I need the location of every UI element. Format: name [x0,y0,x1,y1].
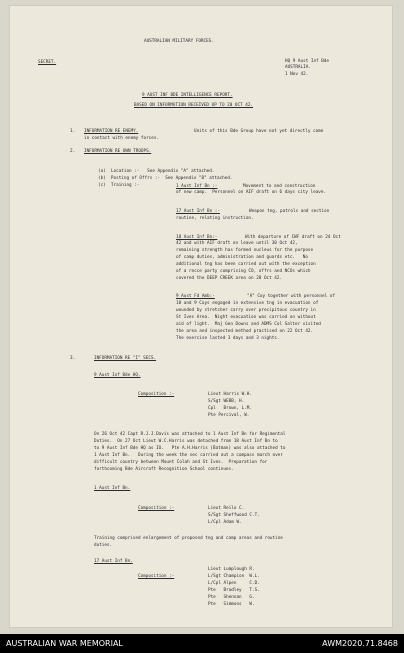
composition-label: Composition :- [138,506,175,511]
training-3-text: additional tng has been carried out with the exception [176,262,316,267]
composition-entry: Pte Percival, W. [208,413,250,418]
composition-entry: Pte Shennan G. [208,595,255,600]
section-3-number: 3. [70,356,76,361]
training-4-text: wounded by stretcher carry over precipitous country in [176,308,316,313]
training-4-text: 18 and 9 Coys engaged in extensive tng in evacuation of [176,301,319,306]
footer-institution: AUSTRALIAN WAR MEMORIAL [6,639,123,648]
document-page [10,6,392,627]
paragraph-line: Duties. On 27 Oct Lieut W.C.Harris was detached from 18 Aust Inf Bn to [94,439,278,444]
paragraph-line: difficult country between Mount Colah and St Ives. Preparation for [94,460,268,465]
training-4-text: aid of light. Maj Gen Downs and ADMS Col Salter visited [176,322,321,327]
training-2-text: routine, relating instruction. [176,216,254,221]
training-1-text: Movement to and construction [243,184,316,189]
composition-entry: Lieut Lumplough R. [208,567,255,572]
header-title: AUSTRALIAN MILITARY FORCES. [144,39,214,44]
section-2-number: 2. [70,149,76,154]
paragraph-line: to 9 Aust Inf Bde HQ as IO. Pte A.H.Harris (Batman) was also attached to [94,446,286,451]
training-4-text: The exercise lasted 3 days and 3 nights. [176,336,280,341]
paragraph-line: 1 Aust Inf Bn. During the week the sec carried out a compass march over [94,453,283,458]
paragraph-line: duties. [94,543,113,548]
training-3-text: With departure of CWF draft on 24 Oct [245,235,341,240]
section-1-text: Units of this Bde Group have not yet directly come [194,129,324,134]
section-3-heading: INFORMATION RE "I" SECS. [94,356,157,361]
hq-line: HQ 9 Aust Inf Bde [285,59,329,64]
training-4-text: "A" Coy together with personnel of [247,294,335,299]
training-4-text: St Ives Area. Night evacuation was carried on without [176,315,316,320]
section-2-heading: INFORMATION RE OWN TROOPS. [84,149,152,154]
composition-entry: S/Sgt WEBB, H. [208,399,245,404]
training-3-text: of a recce party comprising CO, offrs and NCOs which [176,269,311,274]
paragraph-line: forthcoming Bde Aircraft Recognition School continues. [94,467,234,472]
training-4-text: the area and inspected method practised on 22 Oct 42. [176,329,314,334]
training-3-text: covered the DEEP CREEK area on 28 Oct 42. [176,276,283,281]
paragraph-line: On 26 Oct 42 Capt R.J.J.Davis was attached to 1 Aust Inf Bn for Regimental [94,432,286,437]
item-c: (c) Training :- [98,183,140,188]
section-heading: 9 Aust Inf Bde HQ. [94,373,141,378]
report-title: 9 AUST INF BDE INTELLIGENCE REPORT. [142,93,233,98]
section-1-number: 1. [70,129,76,134]
section-heading: 1 Aust Inf Bn. [94,486,131,491]
training-3-text: of camp duties, administration and guards etc. No [176,255,308,260]
composition-label: Composition :- [138,392,175,397]
composition-entry: Pte Bradley T.S. [208,588,260,593]
composition-label: Composition :- [138,574,175,579]
section-1-heading: INFORMATION RE ENEMY. [84,129,139,134]
secret-marking: SECRET. [38,60,57,65]
training-3-text: 42 and with AIF draft on leave until 30 Oct 42, [176,241,298,246]
section-heading: 17 Aust Inf Bn. [94,559,133,564]
item-a: (a) Location :- See Appendix "A" attached. [98,169,215,174]
report-subtitle: BASED ON INFORMATION RECEIVED UP TO 20 OCT 42. [134,103,253,108]
training-2-heading: 17 Aust Inf Bn :- [176,209,220,214]
composition-entry: L/Cpl Alpen C.D. [208,581,260,586]
training-3-heading: 18 Aust Inf Bn:- [176,235,218,240]
composition-entry: Pte Simmons W. [208,602,255,607]
archive-footer [0,634,404,653]
training-1-heading: 1 Aust Inf Bn :- [176,184,218,189]
section-1-text: in contact with enemy forces. [84,136,160,141]
composition-entry: L/Cpl Adam W. [208,520,242,525]
composition-entry: Lieut Reilo C. [208,506,245,511]
footer-accession-number: AWM2020.71.8468 [322,639,398,648]
date-line: 1 Nov 42. [285,72,309,77]
paragraph-line: Training comprised enlargement of proposed tng and camp areas and routine [94,536,283,541]
composition-entry: S/Sgt Sheffwood C.T. [208,513,260,518]
training-3-text: remaining strength has formed nucleus for the purpose [176,248,314,253]
training-1-text: of new camp. Personnel on AIF draft on 6 days city leave. [176,190,327,195]
item-b: (b) Posting of Offrs :- See Appendix "B" attached. [98,176,233,181]
location-line: AUSTRALIA. [285,65,311,70]
training-2-text: Weapon tng, patrols and section [249,209,330,214]
composition-entry: Cpl Brown, L.M. [208,406,252,411]
training-4-heading: 9 Aust Fd Amb:- [176,294,215,299]
composition-entry: L/Sgt Champion W.L. [208,574,260,579]
composition-entry: Lieut Harris W.H. [208,392,252,397]
